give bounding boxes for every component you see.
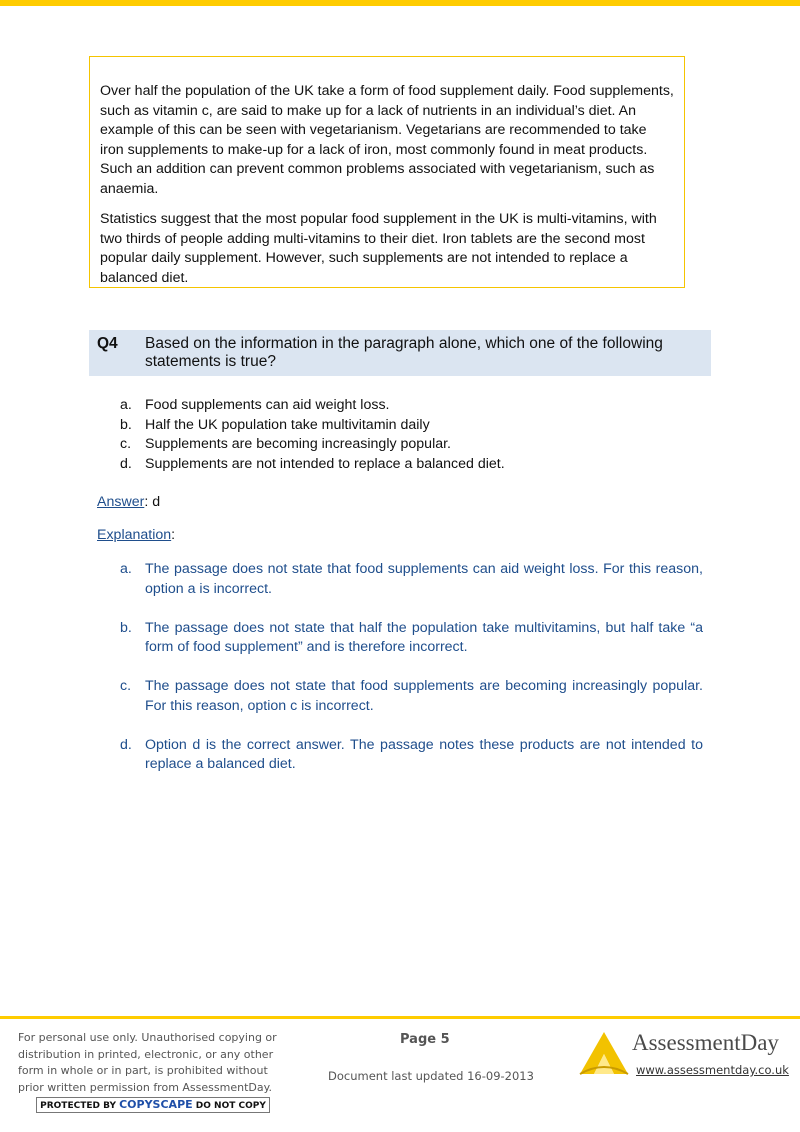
option-letter: b.: [120, 416, 132, 433]
passage-box: [89, 56, 685, 288]
option-a: [120, 396, 505, 416]
option-text: Supplements are not intended to replace a balanced diet.: [145, 455, 505, 472]
explanation-item-a: [120, 560, 703, 599]
option-letter: d.: [120, 455, 132, 472]
page-number: Page 5: [400, 1032, 450, 1047]
explanation-item-c: [120, 677, 703, 716]
explanation-heading: [97, 527, 175, 543]
option-text: Food supplements can aid weight loss.: [145, 397, 390, 413]
explanation-text: The passage does not state that food supplements can aid weight loss. For this reason, option a is incorrect.: [145, 561, 703, 597]
copyscape-badge[interactable]: [36, 1097, 270, 1113]
copyscape-suffix: DO NOT COPY: [192, 1101, 266, 1111]
option-text: Half the UK population take multivitamin daily: [145, 416, 430, 433]
option-d: [120, 455, 505, 475]
option-c: [120, 435, 505, 455]
last-updated: Document last updated 16-09-2013: [328, 1069, 534, 1083]
logo-wordmark: AssessmentDay: [632, 1030, 779, 1055]
copyscape-brand: COPYSCAPE: [119, 1098, 193, 1111]
answer-label: Answer: [97, 494, 145, 510]
question-band: [89, 330, 711, 376]
copyscape-prefix: PROTECTED BY: [40, 1101, 120, 1111]
answer-line: [97, 494, 160, 510]
explanation-label: Explanation: [97, 527, 172, 543]
explanation-item-d: [120, 736, 703, 775]
explanation-text: The passage does not state that food supplements are becoming increasingly popular. For this reason, option c is incorrect.: [145, 678, 703, 714]
footer-divider: [0, 1016, 800, 1019]
question-text: Based on the information in the paragraph alone, which one of the following statements is true?: [145, 335, 663, 370]
passage-paragraph: Statistics suggest that the most popular food supplement in the UK is multi-vitamins, with two thirds of people adding multi-vitamins to their diet. Iron tablets are the second most popular daily supplement. However, such supplements are not intended to replace a balanced diet.: [100, 211, 657, 286]
assessmentday-logo-icon: [578, 1030, 630, 1076]
explanation-item-b: [120, 619, 703, 658]
top-accent-bar: [0, 0, 800, 6]
answer-value: : d: [144, 494, 161, 510]
option-letter: c.: [120, 436, 132, 452]
explanation-letter: a.: [120, 561, 132, 577]
option-b: [120, 416, 505, 436]
option-text: Supplements are becoming increasingly popular.: [145, 436, 452, 452]
copyright-notice: For personal use only. Unauthorised copying or distribution in printed, electronic, or any other form in whole or in part, is prohibited without prior written permission from AssessmentDay.: [18, 1031, 277, 1094]
option-letter: a.: [120, 397, 132, 413]
explanation-letter: d.: [120, 736, 132, 753]
answer-options: [120, 396, 505, 474]
explanation-text: Option d is the correct answer. The passage notes these products are not intended to replace a balanced diet.: [145, 736, 703, 772]
explanation-list: [120, 560, 703, 794]
explanation-letter: b.: [120, 619, 132, 636]
explanation-text: The passage does not state that half the population take multivitamins, but half take “a form of food supplement” and is therefore incorrect.: [145, 619, 703, 655]
explanation-colon: :: [171, 527, 176, 543]
website-link[interactable]: www.assessmentday.co.uk: [636, 1063, 789, 1077]
passage-paragraph: Over half the population of the UK take a form of food supplement daily. Food supplements, such as vitamin c, are said to make up for a lack of nutrients in an individual’s diet. An example of this can be seen with vegetarianism. Vegetarians are recommended to take iron supplements to make-up for a lack of iron, most commonly found in meat products. Such an addition can prevent common problems associated with vegetarianism, such as anaemia.: [100, 83, 674, 197]
explanation-letter: c.: [120, 678, 132, 694]
question-number: Q4: [97, 335, 118, 352]
